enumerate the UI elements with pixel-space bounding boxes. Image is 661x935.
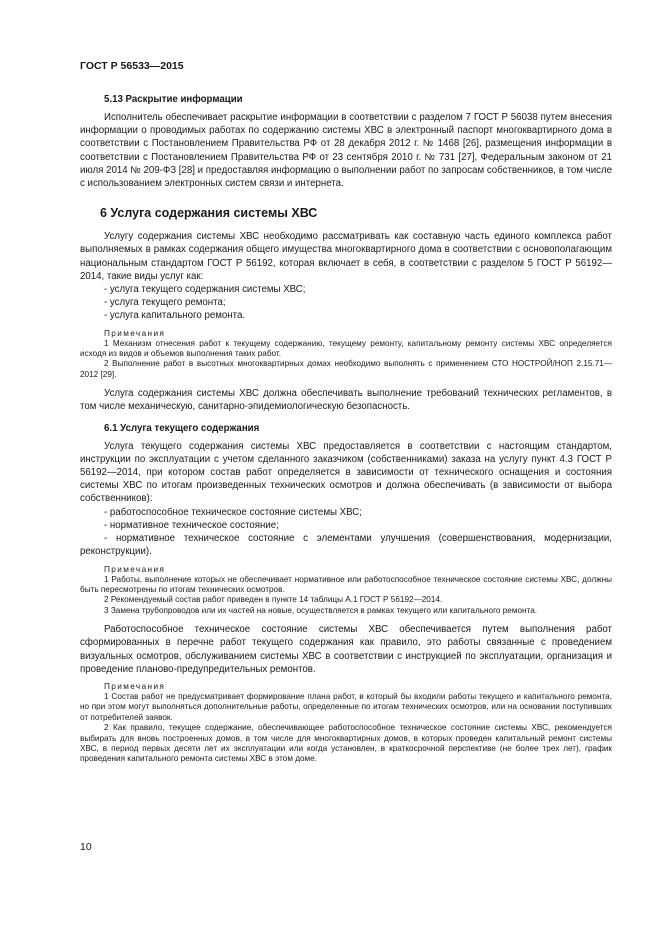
document-page <box>80 60 612 765</box>
notes-heading: Примечания <box>104 681 166 691</box>
section-6-closing: Услуга содержания системы ХВС должна обеспечивать выполнение требований технических регламентов, в том числе механическую, санитарно-эпидемиологическую безопасность. <box>80 388 612 413</box>
list-item: - услуга текущего содержания системы ХВС; <box>104 284 306 296</box>
list-item: - работоспособное техническое состояние системы ХВС; <box>104 506 362 518</box>
document-header: ГОСТ Р 56533—2015 <box>80 60 184 72</box>
note-item: 1 Состав работ не предусматривает формирование плана работ, в который бы входили работы текущего и капитального ремонта, но при этом могут выполняться дополнительные работы, определенные по итогам технических осмотров, или на основании поступивших от потребителей заявок. <box>80 691 612 722</box>
section-6-1-intro: Услуга текущего содержания системы ХВС предоставляется в соответствии с настоящим стандартом, инструкции по эксплуатации с учетом сделанного заказчиком (собственниками) заказа на услугу пункт 4.3 ГОСТ Р 56192—2014, при котором состав работ определяется в зависимости от технического оснащения и состояния системы ХВС по итогам произведенных технических осмотров и должна обеспечивать (в зависимости от выбора собственников): <box>80 440 612 505</box>
note-item: 2 Как правило, текущее содержание, обеспечивающее работоспособное техническое состояние системы ХВС, рекомендуется выбирать для вновь построенных домов, в том числе для многоквартирных домов, в которых проведен капитальный ремонт системы ХВС, в период первых десяти лет их эксплуатации или когда установлен, в краткосрочной перспективе (не более трех лет), график проведения капитального ремонта системы ХВС в этом доме. <box>80 723 612 764</box>
section-5-13-title: 5.13 Раскрытие информации <box>104 94 243 105</box>
section-6-1-paragraph: Работоспособное техническое состояние системы ХВС обеспечивается путем выполнения работ сформированных в перечне работ текущего содержания как правило, это работы связанные с проведением визуальных осмотров, обслуживанием системы ХВС в соответствии с инструкцией по эксплуатации, организация и проведение планово-предупредительных ремонтов. <box>80 624 612 675</box>
notes-heading: Примечания <box>104 328 166 338</box>
note-item: 2 Выполнение работ в высотных многоквартирных домах необходимо выполнять с применением СТО НОСТРОЙ/НОП 2.15.71—2012 [29]. <box>80 359 612 379</box>
note-item: 1 Работы, выполнение которых не обеспечивает нормативное или работоспособное техническое состояние системы ХВС, должны быть пересмотрены по итогам технических осмотров. <box>80 574 612 594</box>
note-item: 1 Механизм отнесения работ к текущему содержанию, текущему ремонту, капитальному ремонту системы ХВС определяется исходя из видов и объемов выполнения таких работ. <box>80 338 612 359</box>
page-number: 10 <box>80 841 92 853</box>
note-item: 2 Рекомендуемый состав работ приведен в пункте 14 таблицы А.1 ГОСТ Р 56192—2014. <box>104 595 443 605</box>
list-item: - услуга капитального ремонта. <box>104 310 246 322</box>
section-6-intro: Услугу содержания системы ХВС необходимо рассматривать как составную часть единого комплекса работ выполняемых в рамках содержания общего имущества многоквартирного дома в соответствии с основополагающим национальным стандартом ГОСТ Р 56192, которая включает в себя, в соответствии с разделом 5 ГОСТ Р 56192—2014, такие виды услуг как: <box>80 231 612 282</box>
section-6-title: 6 Услуга содержания системы ХВС <box>100 206 318 221</box>
notes-heading: Примечания <box>104 564 166 574</box>
note-item: 3 Замена трубопроводов или их частей на новые, осуществляется в рамках текущего или капитального ремонта. <box>104 605 538 615</box>
list-item: - нормативное техническое состояние с элементами улучшения (совершенствования, модернизации, реконструкции). <box>80 533 612 558</box>
section-6-1-title: 6.1 Услуга текущего содержания <box>104 422 260 434</box>
section-5-13-text: Исполнитель обеспечивает раскрытие информации в соответствии с разделом 7 ГОСТ Р 56038 путем внесения информации о проводимых работах по содержанию системы ХВС в электронный паспорт многоквартирного дома в соответствии с Постановлением Правительства РФ от 28 декабря 2012 г. № 1468 [26], размещения информации в соответствии с Постановлением Правительства РФ от 23 сентября 2010 г. № 731 [27], Федеральным законом от 21 июля 2014 № 209-ФЗ [28] и предоставляя информацию о выполнении работ по запросам собственников, в том числе с использованием электронных систем связи и интернета. <box>80 112 612 190</box>
list-item: - нормативное техническое состояние; <box>104 519 279 531</box>
list-item: - услуга текущего ремонта; <box>104 297 226 309</box>
